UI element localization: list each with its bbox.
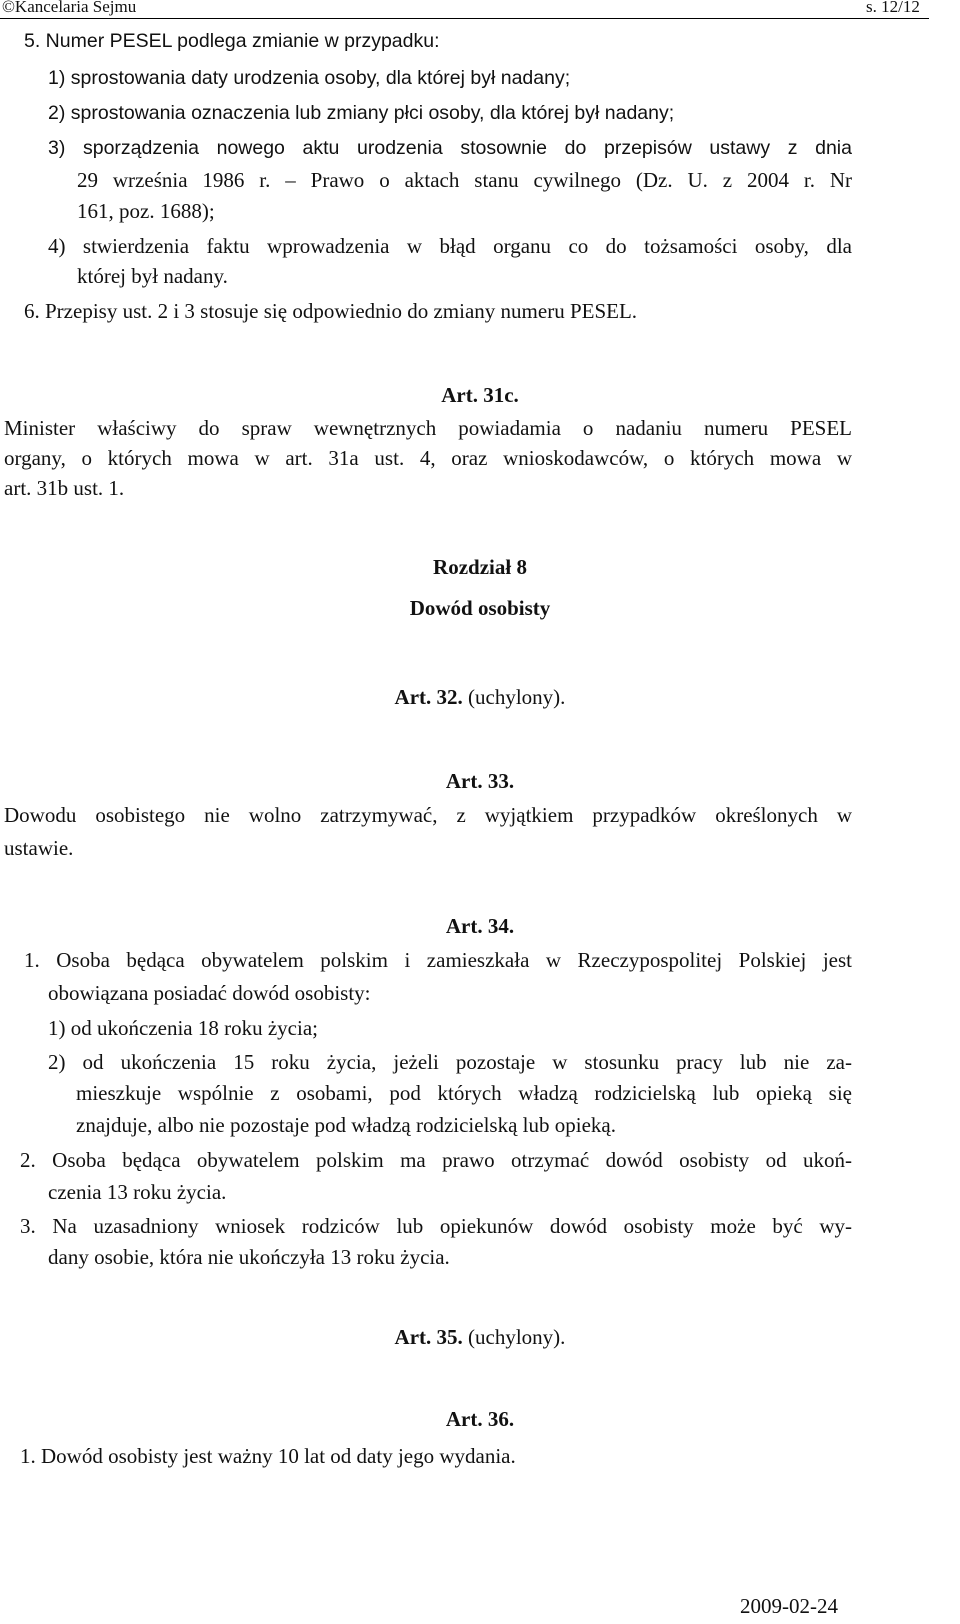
article-35 bbox=[0, 1325, 960, 1350]
article-34-item-1: 1) od ukończenia 18 roku życia; bbox=[48, 1016, 318, 1040]
article-34-section-3-line-2: dany osobie, która nie ukończyła 13 roku życia. bbox=[48, 1245, 450, 1269]
article-31c-line-2: organy, o których mowa w art. 31a ust. 4, oraz wnioskodawców, o których mowa w bbox=[4, 446, 852, 470]
paragraph-6: 6. Przepisy ust. 2 i 3 stosuje się odpowiednio do zmiany numeru PESEL. bbox=[24, 299, 638, 323]
article-33-line-1: Dowodu osobistego nie wolno zatrzymywać, z wyjątkiem przypadków określonych w bbox=[4, 803, 852, 827]
article-34-item-2-line-3: znajduje, albo nie pozostaje pod władzą rodzicielską lub opieką. bbox=[76, 1113, 616, 1137]
article-35-status: (uchylony). bbox=[468, 1325, 566, 1349]
article-33-heading: Art. 33. bbox=[445, 769, 515, 793]
article-36-heading: Art. 36. bbox=[445, 1407, 515, 1431]
list-item-3-line-2: 29 września 1986 r. – Prawo o aktach stanu cywilnego (Dz. U. z 2004 r. Nr bbox=[77, 168, 852, 192]
article-34-section-2-line-1: 2. Osoba będąca obywatelem polskim ma prawo otrzymać dowód osobisty od ukoń- bbox=[20, 1148, 852, 1172]
article-33-line-2: ustawie. bbox=[4, 836, 74, 860]
article-31c-line-3: art. 31b ust. 1. bbox=[4, 476, 125, 500]
article-34-section-1-line-2: obowiązana posiadać dowód osobisty: bbox=[48, 981, 371, 1005]
chapter-title: Dowód osobisty bbox=[409, 596, 551, 620]
article-36-section-1: 1. Dowód osobisty jest ważny 10 lat od daty jego wydania. bbox=[20, 1444, 516, 1468]
paragraph-5-intro: 5. Numer PESEL podlega zmianie w przypadku: bbox=[24, 30, 440, 52]
article-34-item-2-line-1: 2) od ukończenia 15 roku życia, jeżeli pozostaje w stosunku pracy lub nie za- bbox=[48, 1050, 852, 1074]
article-34-section-1-line-1: 1. Osoba będąca obywatelem polskim i zamieszkała w Rzeczypospolitej Polskiej jest bbox=[24, 948, 852, 972]
article-34-item-2-line-2: mieszkuje wspólnie z osobami, pod których władzą rodzicielską lub opieką się bbox=[76, 1081, 852, 1105]
list-item-4-line-1: 4) stwierdzenia faktu wprowadzenia w błąd organu co do tożsamości osoby, dla bbox=[48, 234, 852, 258]
article-32-heading: Art. 32. bbox=[394, 685, 463, 709]
header-divider bbox=[0, 18, 929, 19]
list-item-1: 1) sprostowania daty urodzenia osoby, dla której był nadany; bbox=[48, 67, 571, 89]
list-item-3-line-1: 3) sporządzenia nowego aktu urodzenia stosownie do przepisów ustawy z dnia bbox=[48, 137, 852, 159]
article-32 bbox=[0, 685, 960, 710]
chapter-number: Rozdział 8 bbox=[433, 555, 527, 579]
header-publisher: ©Kancelaria Sejmu bbox=[2, 0, 137, 16]
article-34-section-2-line-2: czenia 13 roku życia. bbox=[48, 1180, 227, 1204]
article-32-status: (uchylony). bbox=[468, 685, 566, 709]
article-35-heading: Art. 35. bbox=[394, 1325, 463, 1349]
list-item-2: 2) sprostowania oznaczenia lub zmiany płci osoby, dla której był nadany; bbox=[48, 102, 675, 124]
article-31c-line-1: Minister właściwy do spraw wewnętrznych powiadamia o nadaniu numeru PESEL bbox=[4, 416, 852, 440]
header-page-number: s. 12/12 bbox=[866, 0, 920, 16]
article-34-heading: Art. 34. bbox=[445, 914, 515, 938]
article-31c-heading: Art. 31c. bbox=[441, 383, 519, 407]
list-item-4-line-2: której był nadany. bbox=[77, 264, 228, 288]
footer-date: 2009-02-24 bbox=[740, 1594, 838, 1618]
list-item-3-line-3: 161, poz. 1688); bbox=[77, 199, 215, 223]
article-34-section-3-line-1: 3. Na uzasadniony wniosek rodziców lub opiekunów dowód osobisty może być wy- bbox=[20, 1214, 852, 1238]
